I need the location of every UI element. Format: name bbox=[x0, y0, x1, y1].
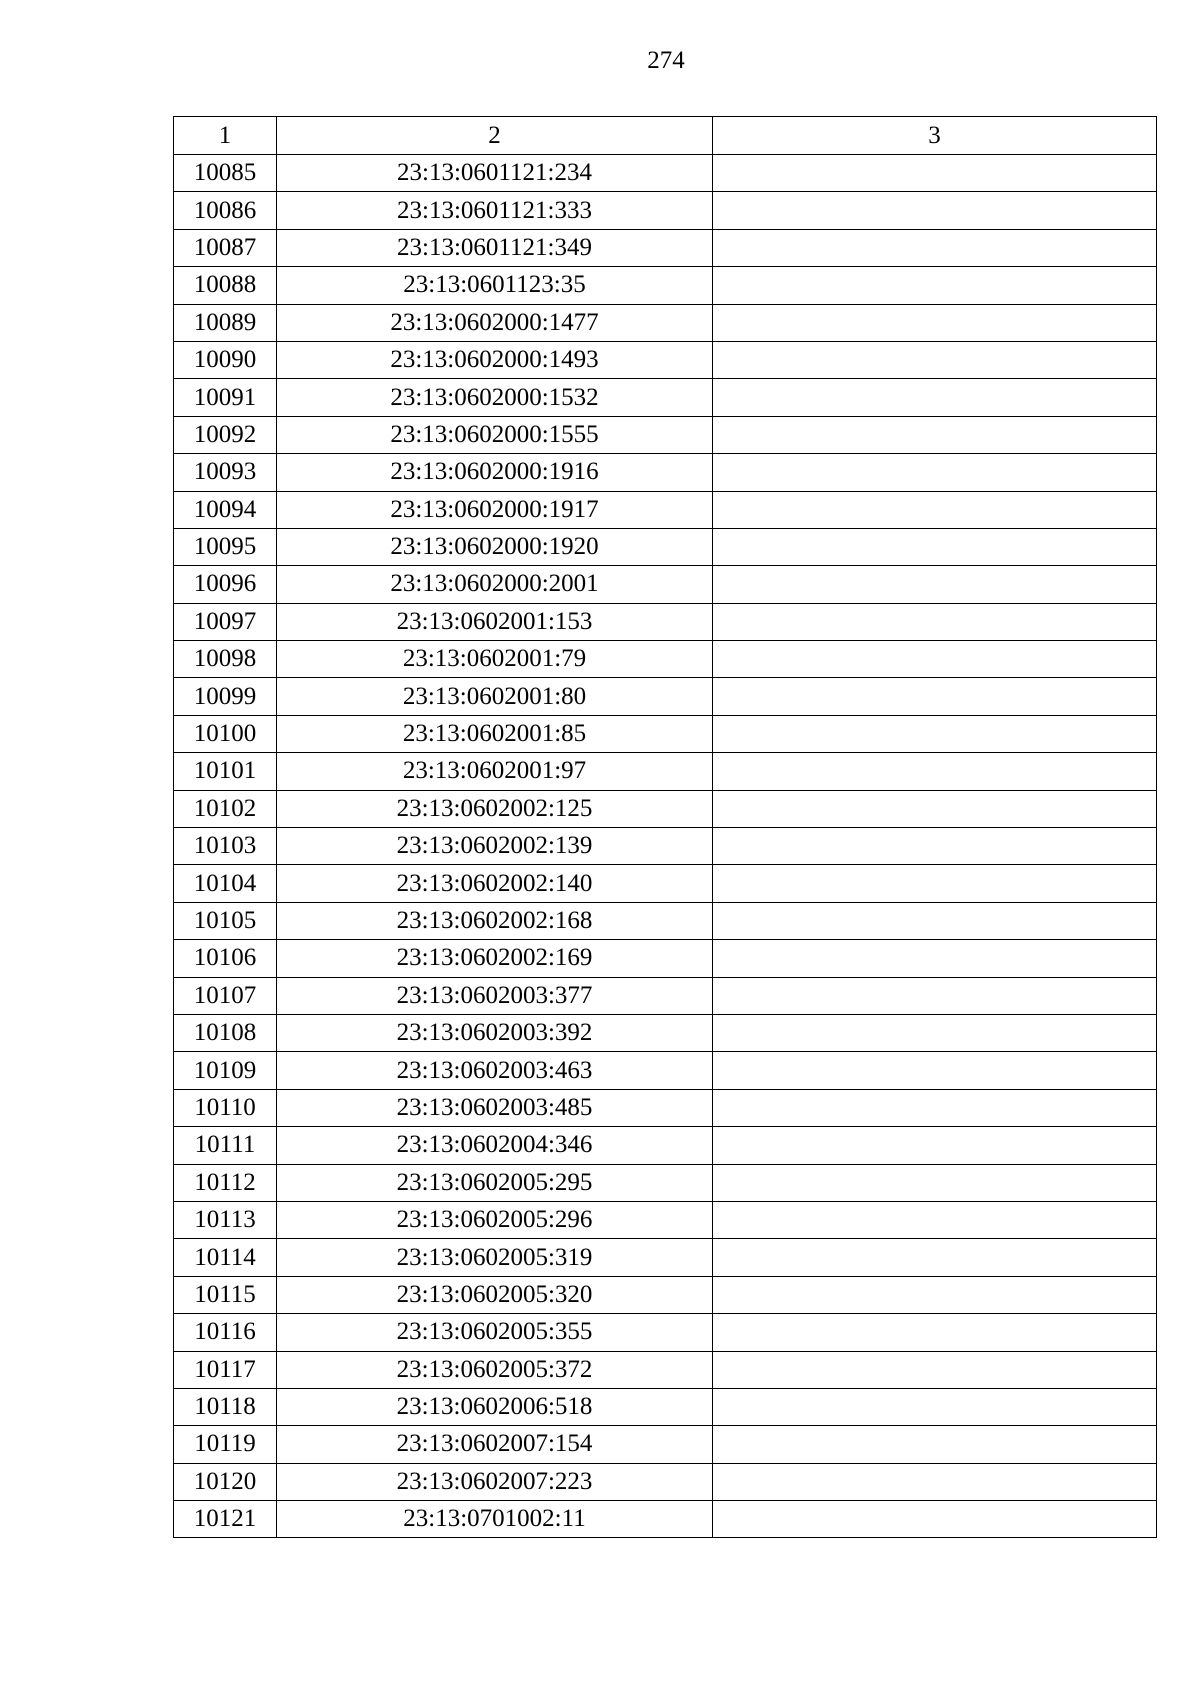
note-cell bbox=[713, 1463, 1157, 1500]
note-cell bbox=[713, 267, 1157, 304]
note-cell bbox=[713, 1052, 1157, 1089]
row-number-cell: 10087 bbox=[174, 229, 277, 266]
cadastral-number-cell: 23:13:0602001:85 bbox=[277, 715, 713, 752]
note-cell bbox=[713, 678, 1157, 715]
table-row bbox=[174, 192, 1157, 229]
row-number-cell: 10102 bbox=[174, 790, 277, 827]
note-cell bbox=[713, 1014, 1157, 1051]
row-number-cell: 10110 bbox=[174, 1089, 277, 1126]
table-row bbox=[174, 528, 1157, 565]
cadastral-number-cell: 23:13:0602005:295 bbox=[277, 1164, 713, 1201]
cadastral-number-cell: 23:13:0602005:355 bbox=[277, 1314, 713, 1351]
note-cell bbox=[713, 379, 1157, 416]
cadastral-number-cell: 23:13:0602003:392 bbox=[277, 1014, 713, 1051]
table-row bbox=[174, 155, 1157, 192]
cadastral-number-cell: 23:13:0602005:319 bbox=[277, 1239, 713, 1276]
row-number-cell: 10109 bbox=[174, 1052, 277, 1089]
note-cell bbox=[713, 828, 1157, 865]
row-number-cell: 10089 bbox=[174, 304, 277, 341]
row-number-cell: 10086 bbox=[174, 192, 277, 229]
cadastral-number-cell: 23:13:0602002:140 bbox=[277, 865, 713, 902]
row-number-cell: 10108 bbox=[174, 1014, 277, 1051]
table-row bbox=[174, 641, 1157, 678]
table-row bbox=[174, 1388, 1157, 1425]
cadastral-number-cell: 23:13:0602000:1920 bbox=[277, 528, 713, 565]
note-cell bbox=[713, 341, 1157, 378]
row-number-cell: 10103 bbox=[174, 828, 277, 865]
cadastral-number-cell: 23:13:0602003:485 bbox=[277, 1089, 713, 1126]
note-cell bbox=[713, 1276, 1157, 1313]
cadastral-number-cell: 23:13:0601123:35 bbox=[277, 267, 713, 304]
row-number-cell: 10092 bbox=[174, 416, 277, 453]
note-cell bbox=[713, 491, 1157, 528]
cadastral-number-cell: 23:13:0602002:169 bbox=[277, 940, 713, 977]
table-body bbox=[174, 117, 1157, 1538]
row-number-cell: 10117 bbox=[174, 1351, 277, 1388]
table-row bbox=[174, 715, 1157, 752]
note-cell bbox=[713, 454, 1157, 491]
table-row bbox=[174, 304, 1157, 341]
row-number-cell: 10116 bbox=[174, 1314, 277, 1351]
table-row bbox=[174, 267, 1157, 304]
cadastral-number-cell: 23:13:0602004:346 bbox=[277, 1127, 713, 1164]
note-cell bbox=[713, 902, 1157, 939]
table-row bbox=[174, 1052, 1157, 1089]
table-row bbox=[174, 865, 1157, 902]
row-number-cell: 10095 bbox=[174, 528, 277, 565]
table-row bbox=[174, 940, 1157, 977]
cadastral-number-cell: 23:13:0602007:154 bbox=[277, 1426, 713, 1463]
note-cell bbox=[713, 753, 1157, 790]
note-cell bbox=[713, 155, 1157, 192]
table-row bbox=[174, 416, 1157, 453]
note-cell bbox=[713, 1239, 1157, 1276]
cadastral-number-cell: 23:13:0602005:320 bbox=[277, 1276, 713, 1313]
row-number-cell: 10094 bbox=[174, 491, 277, 528]
row-number-cell: 10120 bbox=[174, 1463, 277, 1500]
table-row bbox=[174, 1239, 1157, 1276]
row-number-cell: 10114 bbox=[174, 1239, 277, 1276]
cadastral-number-cell: 23:13:0601121:349 bbox=[277, 229, 713, 266]
row-number-cell: 10099 bbox=[174, 678, 277, 715]
table-row bbox=[174, 1351, 1157, 1388]
cadastral-number-cell: 23:13:0602000:1532 bbox=[277, 379, 713, 416]
note-cell bbox=[713, 528, 1157, 565]
table-row bbox=[174, 1127, 1157, 1164]
row-number-cell: 10091 bbox=[174, 379, 277, 416]
note-cell bbox=[713, 1314, 1157, 1351]
cadastral-number-cell: 23:13:0602001:153 bbox=[277, 603, 713, 640]
row-number-cell: 10093 bbox=[174, 454, 277, 491]
table-header-row bbox=[174, 117, 1157, 155]
table-row bbox=[174, 1201, 1157, 1238]
note-cell bbox=[713, 715, 1157, 752]
table-row bbox=[174, 603, 1157, 640]
table-row bbox=[174, 902, 1157, 939]
note-cell bbox=[713, 229, 1157, 266]
cadastral-number-cell: 23:13:0602002:125 bbox=[277, 790, 713, 827]
table-row bbox=[174, 1164, 1157, 1201]
cadastral-number-cell: 23:13:0602001:79 bbox=[277, 641, 713, 678]
note-cell bbox=[713, 304, 1157, 341]
note-cell bbox=[713, 641, 1157, 678]
row-number-cell: 10085 bbox=[174, 155, 277, 192]
cadastral-number-cell: 23:13:0602000:1493 bbox=[277, 341, 713, 378]
cadastral-number-cell: 23:13:0602000:1477 bbox=[277, 304, 713, 341]
row-number-cell: 10098 bbox=[174, 641, 277, 678]
cadastral-number-cell: 23:13:0701002:11 bbox=[277, 1501, 713, 1538]
cadastral-number-cell: 23:13:0602002:139 bbox=[277, 828, 713, 865]
note-cell bbox=[713, 790, 1157, 827]
cadastral-number-cell: 23:13:0602000:1555 bbox=[277, 416, 713, 453]
cadastral-number-cell: 23:13:0602000:1916 bbox=[277, 454, 713, 491]
row-number-cell: 10112 bbox=[174, 1164, 277, 1201]
table-row bbox=[174, 1501, 1157, 1538]
table-row bbox=[174, 1463, 1157, 1500]
table-row bbox=[174, 229, 1157, 266]
note-cell bbox=[713, 977, 1157, 1014]
row-number-cell: 10119 bbox=[174, 1426, 277, 1463]
cadastral-number-cell: 23:13:0602003:463 bbox=[277, 1052, 713, 1089]
row-number-cell: 10113 bbox=[174, 1201, 277, 1238]
cadastral-number-cell: 23:13:0602003:377 bbox=[277, 977, 713, 1014]
cadastral-number-cell: 23:13:0602007:223 bbox=[277, 1463, 713, 1500]
table-row bbox=[174, 1276, 1157, 1313]
table-row bbox=[174, 1089, 1157, 1126]
row-number-cell: 10118 bbox=[174, 1388, 277, 1425]
cadastral-number-cell: 23:13:0602002:168 bbox=[277, 902, 713, 939]
note-cell bbox=[713, 1201, 1157, 1238]
row-number-cell: 10121 bbox=[174, 1501, 277, 1538]
table-row bbox=[174, 1014, 1157, 1051]
row-number-cell: 10100 bbox=[174, 715, 277, 752]
table-row bbox=[174, 977, 1157, 1014]
note-cell bbox=[713, 416, 1157, 453]
row-number-cell: 10105 bbox=[174, 902, 277, 939]
table-row bbox=[174, 1426, 1157, 1463]
table-row bbox=[174, 828, 1157, 865]
column-header-2: 2 bbox=[277, 117, 713, 155]
table-row bbox=[174, 454, 1157, 491]
cadastral-number-cell: 23:13:0602005:372 bbox=[277, 1351, 713, 1388]
row-number-cell: 10088 bbox=[174, 267, 277, 304]
column-header-3: 3 bbox=[713, 117, 1157, 155]
row-number-cell: 10111 bbox=[174, 1127, 277, 1164]
cadastral-number-cell: 23:13:0601121:333 bbox=[277, 192, 713, 229]
note-cell bbox=[713, 603, 1157, 640]
row-number-cell: 10115 bbox=[174, 1276, 277, 1313]
note-cell bbox=[713, 192, 1157, 229]
table-row bbox=[174, 341, 1157, 378]
cadastral-number-cell: 23:13:0602001:80 bbox=[277, 678, 713, 715]
note-cell bbox=[713, 1089, 1157, 1126]
cadastral-number-cell: 23:13:0602006:518 bbox=[277, 1388, 713, 1425]
row-number-cell: 10106 bbox=[174, 940, 277, 977]
table-row bbox=[174, 1314, 1157, 1351]
note-cell bbox=[713, 1501, 1157, 1538]
column-header-1: 1 bbox=[174, 117, 277, 155]
table-row bbox=[174, 379, 1157, 416]
row-number-cell: 10104 bbox=[174, 865, 277, 902]
cadastral-number-cell: 23:13:0602001:97 bbox=[277, 753, 713, 790]
row-number-cell: 10090 bbox=[174, 341, 277, 378]
cadastral-number-cell: 23:13:0601121:234 bbox=[277, 155, 713, 192]
cadastral-number-cell: 23:13:0602000:2001 bbox=[277, 566, 713, 603]
row-number-cell: 10101 bbox=[174, 753, 277, 790]
table-row bbox=[174, 753, 1157, 790]
cadastral-table bbox=[173, 116, 1157, 1538]
note-cell bbox=[713, 1351, 1157, 1388]
table-row bbox=[174, 790, 1157, 827]
cadastral-number-cell: 23:13:0602000:1917 bbox=[277, 491, 713, 528]
cadastral-number-cell: 23:13:0602005:296 bbox=[277, 1201, 713, 1238]
table-row bbox=[174, 566, 1157, 603]
table-row bbox=[174, 491, 1157, 528]
page-number: 274 bbox=[647, 47, 685, 74]
note-cell bbox=[713, 1164, 1157, 1201]
row-number-cell: 10107 bbox=[174, 977, 277, 1014]
row-number-cell: 10096 bbox=[174, 566, 277, 603]
note-cell bbox=[713, 865, 1157, 902]
note-cell bbox=[713, 1388, 1157, 1425]
note-cell bbox=[713, 1127, 1157, 1164]
row-number-cell: 10097 bbox=[174, 603, 277, 640]
note-cell bbox=[713, 940, 1157, 977]
table-row bbox=[174, 678, 1157, 715]
note-cell bbox=[713, 566, 1157, 603]
note-cell bbox=[713, 1426, 1157, 1463]
